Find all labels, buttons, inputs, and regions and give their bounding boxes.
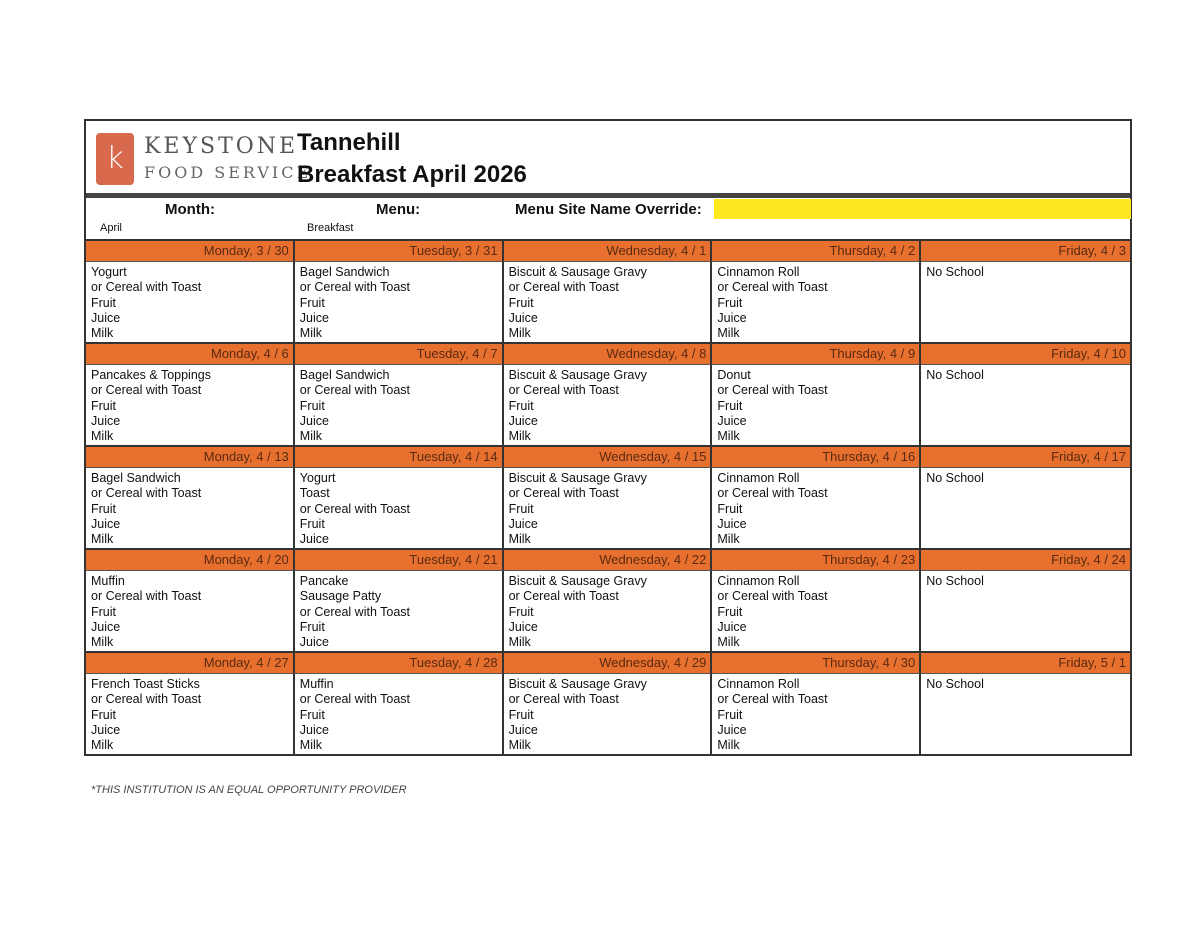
day-menu-cell [921, 262, 1130, 342]
equal-opportunity-note: *THIS INSTITUTION IS AN EQUAL OPPORTUNITY PROVIDER [91, 784, 407, 796]
week-row [86, 445, 1130, 548]
menu-item: or Cereal with Toast [508, 589, 619, 604]
menu-item: No School [926, 368, 984, 382]
menu-item: Milk [717, 532, 740, 547]
day-menu-cell [504, 365, 713, 445]
day-menu-cell [921, 674, 1130, 754]
menu-item: Juice [508, 516, 538, 531]
menu-item: Juice [717, 516, 747, 531]
menu-item: Donut [717, 368, 751, 382]
day-header: Wednesday, 4 / 29 [504, 651, 713, 674]
menu-item: Fruit [717, 295, 743, 310]
menu-item: Milk [91, 635, 114, 650]
menu-item: Yogurt [299, 471, 336, 485]
day-header: Friday, 5 / 1 [921, 651, 1130, 674]
menu-item: or Cereal with Toast [299, 501, 411, 516]
menu-item: Toast [299, 486, 330, 501]
menu-item: Juice [91, 722, 121, 737]
menu-item: Cinnamon Roll [717, 471, 800, 485]
day-menu-cell [295, 571, 504, 651]
day-menu-cell [86, 262, 295, 342]
menu-item: or Cereal with Toast [91, 280, 202, 295]
week-row [86, 548, 1130, 651]
day-menu-cell [921, 571, 1130, 651]
menu-item: or Cereal with Toast [717, 692, 828, 707]
menu-item: or Cereal with Toast [717, 383, 828, 398]
menu-item: Fruit [508, 501, 534, 516]
week-row [86, 651, 1130, 754]
menu-item: Juice [299, 413, 329, 428]
menu-item: Milk [717, 429, 740, 444]
menu-item: Fruit [299, 516, 325, 531]
day-header: Friday, 4 / 10 [921, 342, 1130, 365]
menu-item: or Cereal with Toast [299, 280, 411, 295]
menu-item: Muffin [299, 677, 334, 691]
menu-item: Milk [508, 635, 531, 650]
menu-header [84, 119, 1132, 193]
menu-item: Milk [91, 326, 114, 341]
menu-item: Juice [91, 310, 121, 325]
menu-item: Juice [299, 310, 329, 325]
day-menu-cell [504, 674, 713, 754]
day-menu-cell [86, 571, 295, 651]
menu-item: or Cereal with Toast [91, 692, 202, 707]
menu-item: Pancake [299, 574, 349, 588]
menu-item: Milk [299, 429, 323, 444]
menu-item: Fruit [717, 707, 743, 722]
day-menu-cell [712, 571, 921, 651]
menu-title: Breakfast April 2026 [297, 161, 527, 188]
menu-calendar-grid [84, 239, 1132, 756]
menu-item: or Cereal with Toast [508, 692, 619, 707]
menu-item: or Cereal with Toast [508, 486, 619, 501]
day-header: Tuesday, 3 / 31 [295, 241, 504, 262]
menu-item: Juice [299, 532, 329, 547]
day-menu-cell [504, 468, 713, 548]
day-menu-cell [921, 365, 1130, 445]
menu-item: or Cereal with Toast [91, 383, 202, 398]
day-header: Wednesday, 4 / 22 [504, 548, 713, 571]
day-menu-cell [295, 365, 504, 445]
day-header: Tuesday, 4 / 14 [295, 445, 504, 468]
menu-item: Milk [299, 326, 323, 341]
menu-item: Biscuit & Sausage Gravy [508, 677, 647, 691]
menu-item: No School [926, 677, 984, 691]
menu-item: Muffin [91, 574, 125, 588]
menu-item: or Cereal with Toast [91, 589, 202, 604]
day-menu-cell [712, 674, 921, 754]
day-header: Thursday, 4 / 23 [712, 548, 921, 571]
menu-item: Juice [299, 635, 329, 650]
menu-item: Milk [91, 532, 114, 547]
day-header: Monday, 4 / 20 [86, 548, 295, 571]
logo-tagline: FOOD SERVICE [144, 163, 312, 182]
menu-item: Fruit [717, 398, 743, 413]
menu-item: No School [926, 574, 984, 588]
day-menu-cell [504, 262, 713, 342]
menu-item: Juice [717, 310, 747, 325]
menu-item: Cinnamon Roll [717, 574, 800, 588]
day-header: Wednesday, 4 / 1 [504, 241, 713, 262]
menu-item: Juice [91, 413, 121, 428]
day-menu-cell [295, 674, 504, 754]
menu-item: Cinnamon Roll [717, 265, 800, 279]
menu-item: Juice [717, 619, 747, 634]
day-header: Monday, 4 / 6 [86, 342, 295, 365]
menu-item: Fruit [717, 604, 743, 619]
day-menu-cell [712, 365, 921, 445]
day-menu-cell [295, 468, 504, 548]
menu-item: Biscuit & Sausage Gravy [508, 574, 647, 588]
menu-item: Juice [717, 413, 747, 428]
school-name: Tannehill [297, 129, 401, 156]
menu-item: Fruit [91, 398, 116, 413]
logo-wordmark: KEYSTONE [144, 134, 299, 159]
menu-item: Juice [508, 413, 538, 428]
menu-item: or Cereal with Toast [299, 604, 411, 619]
day-header: Thursday, 4 / 2 [712, 241, 921, 262]
menu-item: or Cereal with Toast [717, 486, 828, 501]
menu-item: Milk [717, 635, 740, 650]
day-menu-cell [504, 571, 713, 651]
menu-value: Breakfast [307, 222, 354, 234]
menu-item: or Cereal with Toast [508, 280, 619, 295]
menu-item: Milk [508, 738, 531, 753]
menu-item: Milk [508, 326, 531, 341]
menu-item: Juice [299, 722, 329, 737]
day-header: Thursday, 4 / 30 [712, 651, 921, 674]
menu-item: Fruit [91, 707, 116, 722]
menu-item: Biscuit & Sausage Gravy [508, 265, 647, 279]
day-menu-cell [712, 262, 921, 342]
menu-meta-row [84, 198, 1132, 239]
menu-item: Pancakes & Toppings [91, 368, 211, 382]
menu-item: or Cereal with Toast [299, 692, 411, 707]
menu-item: Milk [91, 738, 114, 753]
menu-item: Fruit [299, 295, 325, 310]
day-menu-cell [86, 674, 295, 754]
menu-item: or Cereal with Toast [299, 383, 411, 398]
day-header: Friday, 4 / 3 [921, 241, 1130, 262]
day-menu-cell [86, 365, 295, 445]
menu-item: Milk [508, 532, 531, 547]
menu-item: Fruit [91, 501, 116, 516]
menu-item: Juice [508, 722, 538, 737]
menu-label: Menu: [376, 201, 421, 218]
day-header: Wednesday, 4 / 15 [504, 445, 713, 468]
menu-item: Milk [717, 738, 740, 753]
day-menu-cell [295, 262, 504, 342]
menu-item: Fruit [508, 295, 534, 310]
menu-item: or Cereal with Toast [91, 486, 202, 501]
menu-item: Milk [299, 738, 323, 753]
menu-item: or Cereal with Toast [508, 383, 619, 398]
menu-item: Bagel Sandwich [299, 265, 390, 279]
menu-item: Juice [508, 310, 538, 325]
month-value: April [100, 222, 123, 234]
day-header: Tuesday, 4 / 28 [295, 651, 504, 674]
day-header: Wednesday, 4 / 8 [504, 342, 713, 365]
day-header: Thursday, 4 / 9 [712, 342, 921, 365]
menu-item: Biscuit & Sausage Gravy [508, 368, 647, 382]
menu-item: Juice [717, 722, 747, 737]
day-header: Friday, 4 / 17 [921, 445, 1130, 468]
menu-item: Bagel Sandwich [91, 471, 181, 485]
menu-item: Juice [91, 619, 121, 634]
menu-item: Cinnamon Roll [717, 677, 800, 691]
day-menu-cell [86, 468, 295, 548]
day-header: Monday, 4 / 13 [86, 445, 295, 468]
menu-item: Yogurt [91, 265, 127, 279]
menu-item: Fruit [299, 707, 325, 722]
day-header: Thursday, 4 / 16 [712, 445, 921, 468]
day-header: Monday, 3 / 30 [86, 241, 295, 262]
menu-item: French Toast Sticks [91, 677, 200, 691]
day-menu-cell [712, 468, 921, 548]
day-menu-cell [921, 468, 1130, 548]
menu-item: or Cereal with Toast [717, 280, 828, 295]
menu-item: Milk [717, 326, 740, 341]
menu-item: Bagel Sandwich [299, 368, 390, 382]
menu-item: Fruit [299, 398, 325, 413]
menu-item: Juice [508, 619, 538, 634]
menu-item: No School [926, 471, 984, 485]
day-header: Monday, 4 / 27 [86, 651, 295, 674]
day-header: Tuesday, 4 / 7 [295, 342, 504, 365]
menu-item: Biscuit & Sausage Gravy [508, 471, 647, 485]
menu-item: Fruit [508, 604, 534, 619]
menu-item: Fruit [508, 707, 534, 722]
menu-item: Fruit [299, 619, 325, 634]
month-label: Month: [165, 201, 215, 218]
menu-item: Sausage Patty [299, 589, 382, 604]
menu-item: No School [926, 265, 984, 279]
week-row [86, 241, 1130, 342]
menu-item: Fruit [717, 501, 743, 516]
menu-item: Milk [508, 429, 531, 444]
menu-item: or Cereal with Toast [717, 589, 828, 604]
override-label: Menu Site Name Override: [515, 201, 702, 218]
menu-item: Milk [91, 429, 114, 444]
week-row [86, 342, 1130, 445]
menu-item: Fruit [91, 295, 116, 310]
keystone-logo-icon: k [96, 133, 134, 185]
day-header: Friday, 4 / 24 [921, 548, 1130, 571]
menu-item: Fruit [508, 398, 534, 413]
day-header: Tuesday, 4 / 21 [295, 548, 504, 571]
menu-item: Fruit [91, 604, 116, 619]
menu-item: Juice [91, 516, 121, 531]
site-name-override-field[interactable] [714, 199, 1131, 219]
menu-sheet [84, 119, 1132, 756]
